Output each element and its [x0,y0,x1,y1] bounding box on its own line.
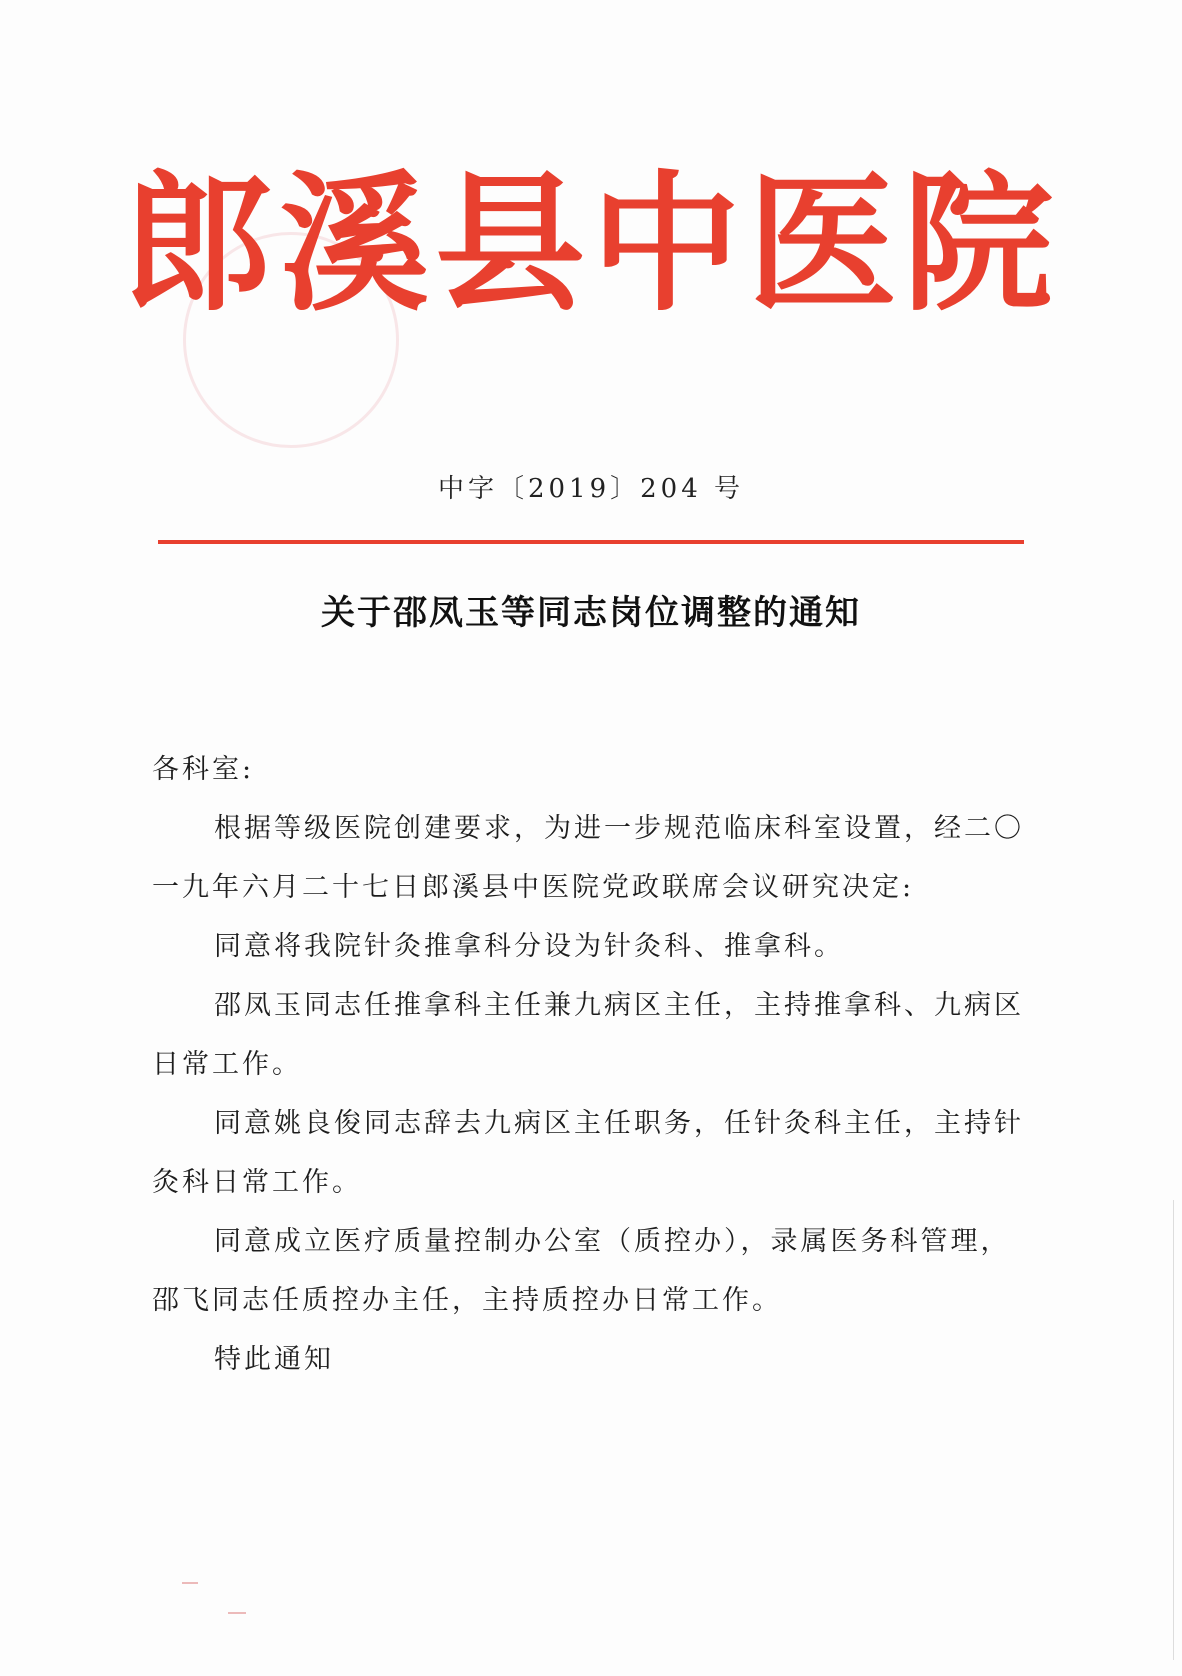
notice-title: 关于邵凤玉等同志岗位调整的通知 [321,593,861,633]
red-divider-line [158,540,1024,544]
paragraph: 邵凤玉同志任推拿科主任兼九病区主任，主持推拿科、九病区日常工作。 [152,990,1024,1080]
salutation: 各科室: [152,754,255,785]
document-number: 中字〔2019〕204 号 [437,474,745,504]
paragraph: 同意成立医疗质量控制办公室（质控办），录属医务科管理，邵飞同志任质控办主任，主持质控办日常工作。 [152,1226,1011,1316]
notice-body [152,740,1028,1389]
paragraph: 根据等级医院创建要求，为进一步规范临床科室设置，经二〇一九年六月二十七日郎溪县中医院党政联席会议研究决定: [152,813,1024,903]
closing-line: 特此通知 [214,1344,334,1375]
paragraph: 同意将我院针灸推拿科分设为针灸科、推拿科。 [214,931,844,962]
institution-header: 郎溪县中医院 [122,158,1059,332]
scan-edge-line [1173,1200,1174,1660]
paragraph: 同意姚良俊同志辞去九病区主任职务，任针灸科主任，主持针灸科日常工作。 [152,1108,1024,1198]
scan-artifact [182,1582,198,1584]
scan-artifact [228,1612,246,1614]
